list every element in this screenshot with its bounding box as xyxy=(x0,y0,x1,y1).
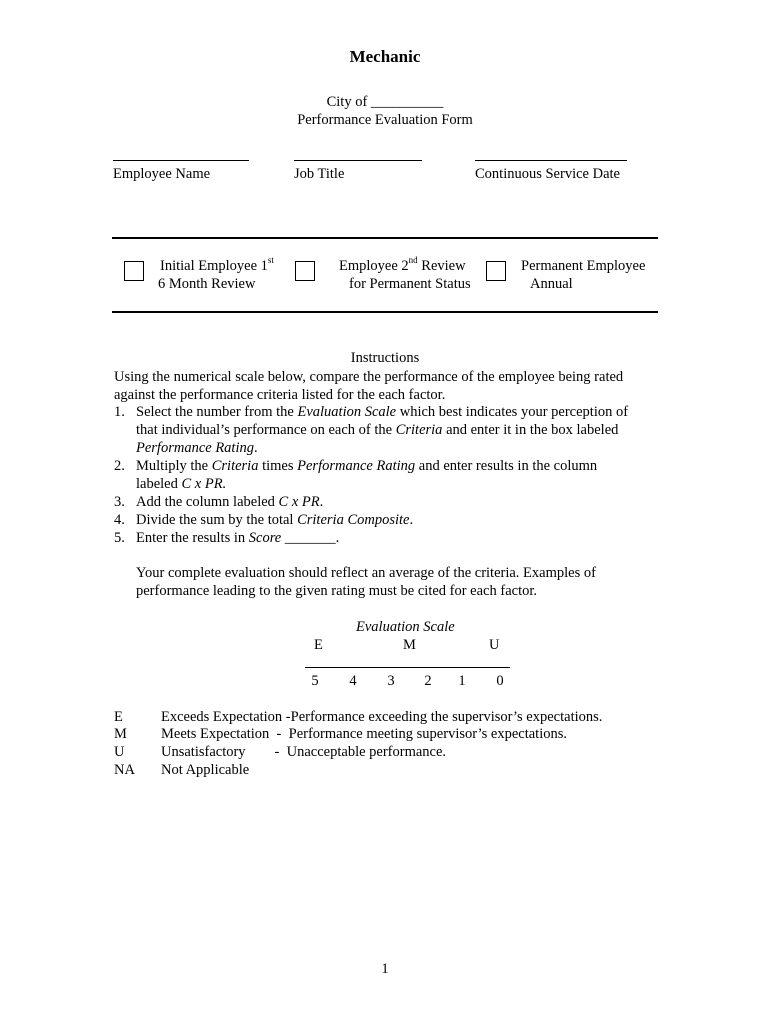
page-title: Mechanic xyxy=(349,47,421,66)
definition-text: Unsatisfactory - Unacceptable performance. xyxy=(161,744,447,760)
definition-code: NA xyxy=(114,762,135,778)
scale-label-m: M xyxy=(403,637,416,653)
page-number: 1 xyxy=(381,961,389,977)
form-name: Performance Evaluation Form xyxy=(297,112,473,128)
initial-review-label-line2: 6 Month Review xyxy=(158,276,256,292)
instructions-note-line2: performance leading to the given rating must be cited for each factor. xyxy=(136,583,538,599)
section-rule-top xyxy=(112,237,658,239)
instructions-intro-line2: against the performance criteria listed for the each factor. xyxy=(114,387,446,403)
instructions-intro-line1: Using the numerical scale below, compare the performance of the employee being rated xyxy=(114,369,624,385)
second-review-checkbox[interactable] xyxy=(295,261,315,281)
instructions-heading: Instructions xyxy=(350,350,420,366)
step-text-line: Select the number from the Evaluation Scale which best indicates your perception of xyxy=(136,404,629,420)
job-title-label: Job Title xyxy=(294,166,345,182)
definition-text: Exceeds Expectation -Performance exceeding the supervisor’s expectations. xyxy=(161,709,603,725)
step-text-line: Multiply the Criteria times Performance Rating and enter results in the column xyxy=(136,458,598,474)
definition-text: Not Applicable xyxy=(161,762,250,778)
definition-code: E xyxy=(114,709,123,725)
second-review-label-line2: for Permanent Status xyxy=(349,276,471,292)
step-text-line: Divide the sum by the total Criteria Composite. xyxy=(136,512,414,528)
step-text-line: labeled C x PR. xyxy=(136,476,227,492)
step-number: 1. xyxy=(114,404,125,420)
evaluation-scale-title: Evaluation Scale xyxy=(356,619,455,635)
instructions-note-line1: Your complete evaluation should reflect an average of the criteria. Examples of xyxy=(136,565,596,581)
scale-number: 3 xyxy=(387,673,395,689)
definition-code: U xyxy=(114,744,125,760)
step-text-line: that individual’s performance on each of the Criteria and enter it in the box labeled xyxy=(136,422,619,438)
section-rule-bottom xyxy=(112,311,658,313)
scale-number: 0 xyxy=(496,673,504,689)
second-review-label-line1: Employee 2nd Review xyxy=(339,255,466,274)
scale-label-u: U xyxy=(489,637,500,653)
city-line: City of __________ xyxy=(326,94,444,110)
initial-review-checkbox[interactable] xyxy=(124,261,144,281)
initial-review-label-line1: Initial Employee 1st xyxy=(160,255,274,274)
job-title-line[interactable] xyxy=(294,160,422,161)
step-text-line: Enter the results in Score _______. xyxy=(136,530,340,546)
service-date-label: Continuous Service Date xyxy=(475,166,620,182)
scale-number: 2 xyxy=(424,673,432,689)
permanent-review-label-line1: Permanent Employee xyxy=(521,258,646,274)
step-number: 2. xyxy=(114,458,125,474)
scale-number: 5 xyxy=(311,673,319,689)
permanent-review-label-line2: Annual xyxy=(530,276,573,292)
service-date-line[interactable] xyxy=(475,160,627,161)
scale-number: 1 xyxy=(458,673,466,689)
step-number: 3. xyxy=(114,494,125,510)
step-text-line: Performance Rating. xyxy=(136,440,258,456)
step-number: 4. xyxy=(114,512,125,528)
scale-divider xyxy=(305,667,510,668)
permanent-review-checkbox[interactable] xyxy=(486,261,506,281)
employee-name-label: Employee Name xyxy=(113,166,211,182)
employee-name-line[interactable] xyxy=(113,160,249,161)
scale-number: 4 xyxy=(349,673,357,689)
step-number: 5. xyxy=(114,530,125,546)
definition-code: M xyxy=(114,726,127,742)
definition-text: Meets Expectation - Performance meeting supervisor’s expectations. xyxy=(161,726,568,742)
step-text-line: Add the column labeled C x PR. xyxy=(136,494,324,510)
scale-label-e: E xyxy=(314,637,323,653)
